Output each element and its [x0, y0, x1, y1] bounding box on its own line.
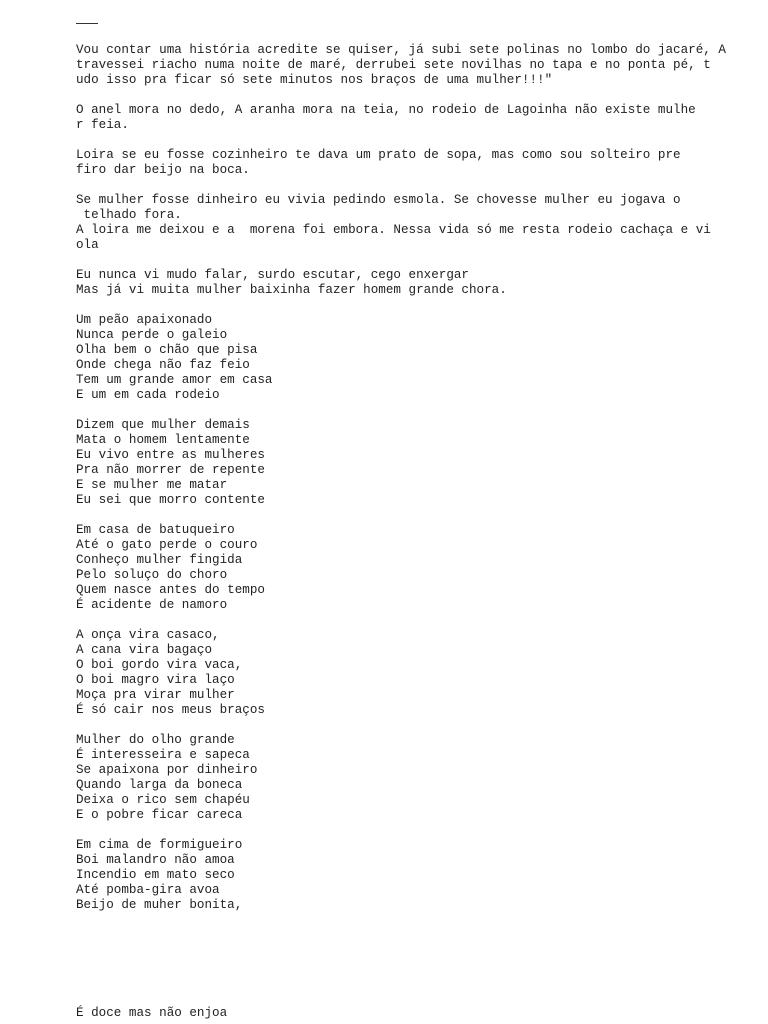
text-line: Boi malandro não amoa: [76, 853, 235, 867]
document-body: [76, 43, 736, 928]
text-line: Em cima de formigueiro: [76, 838, 243, 852]
text-line: Se apaixona por dinheiro: [76, 763, 258, 777]
paragraph-4: [76, 193, 736, 253]
verse-1: [76, 313, 736, 403]
text-line: Mata o homem lentamente: [76, 433, 250, 447]
text-line: Se mulher fosse dinheiro eu vivia pedindo esmola. Se chovesse mulher eu jogava o: [76, 193, 681, 207]
text-line: telhado fora.: [76, 208, 182, 222]
text-line: E se mulher me matar: [76, 478, 228, 492]
paragraph-1: [76, 43, 736, 88]
text-line: A onça vira casaco,: [76, 628, 220, 642]
text-line: Conheço mulher fingida: [76, 553, 243, 567]
text-line: Beijo de muher bonita,: [76, 898, 243, 912]
text-line: travessei riacho numa noite de maré, derrubei sete novilhas no tapa e no ponta pé, t: [76, 58, 711, 72]
text-line: Eu sei que morro contente: [76, 493, 265, 507]
text-line: O boi magro vira laço: [76, 673, 235, 687]
text-line: Mas já vi muita mulher baixinha fazer homem grande chora.: [76, 283, 507, 297]
text-line: Eu vivo entre as mulheres: [76, 448, 265, 462]
text-line: E o pobre ficar careca: [76, 808, 243, 822]
last-line: É doce mas não enjoa: [76, 1006, 228, 1020]
text-line: Deixa o rico sem chapéu: [76, 793, 250, 807]
text-line: Pra não morrer de repente: [76, 463, 265, 477]
paragraph-2: [76, 103, 736, 133]
text-line: Até o gato perde o couro: [76, 538, 258, 552]
text-line: r feia.: [76, 118, 129, 132]
text-line: Loira se eu fosse cozinheiro te dava um prato de sopa, mas como sou solteiro pre: [76, 148, 681, 162]
text-line: Vou contar uma história acredite se quiser, já subi sete polinas no lombo do jacaré, A: [76, 43, 726, 57]
text-line: udo isso pra ficar só sete minutos nos braços de uma mulher!!!": [76, 73, 553, 87]
verse-6: [76, 838, 736, 913]
text-line: É acidente de namoro: [76, 598, 228, 612]
verse-3: [76, 523, 736, 613]
text-line: A loira me deixou e a morena foi embora. Nessa vida só me resta rodeio cachaça e vi: [76, 223, 711, 237]
text-line: O boi gordo vira vaca,: [76, 658, 243, 672]
text-line: Nunca perde o galeio: [76, 328, 228, 342]
text-line: Mulher do olho grande: [76, 733, 235, 747]
text-line: Moça pra virar mulher: [76, 688, 235, 702]
verse-2: [76, 418, 736, 508]
verse-4: [76, 628, 736, 718]
text-line: Um peão apaixonado: [76, 313, 213, 327]
paragraph-3: [76, 148, 736, 178]
text-line: Eu nunca vi mudo falar, surdo escutar, cego enxergar: [76, 268, 469, 282]
text-line: Pelo soluço do choro: [76, 568, 228, 582]
top-rule: [76, 23, 98, 24]
text-line: Onde chega não faz feio: [76, 358, 250, 372]
verse-5: [76, 733, 736, 823]
text-line: Dizem que mulher demais: [76, 418, 250, 432]
text-line: Incendio em mato seco: [76, 868, 235, 882]
text-line: ola: [76, 238, 99, 252]
text-line: Tem um grande amor em casa: [76, 373, 273, 387]
text-line: Até pomba-gira avoa: [76, 883, 220, 897]
text-line: Quem nasce antes do tempo: [76, 583, 265, 597]
text-line: firo dar beijo na boca.: [76, 163, 250, 177]
text-line: A cana vira bagaço: [76, 643, 213, 657]
text-line: Olha bem o chão que pisa: [76, 343, 258, 357]
text-line: O anel mora no dedo, A aranha mora na teia, no rodeio de Lagoinha não existe mulhe: [76, 103, 696, 117]
text-line: Em casa de batuqueiro: [76, 523, 235, 537]
paragraph-5: [76, 268, 736, 298]
text-line: É só cair nos meus braços: [76, 703, 265, 717]
text-line: Quando larga da boneca: [76, 778, 243, 792]
text-line: É interesseira e sapeca: [76, 748, 250, 762]
text-line: E um em cada rodeio: [76, 388, 220, 402]
